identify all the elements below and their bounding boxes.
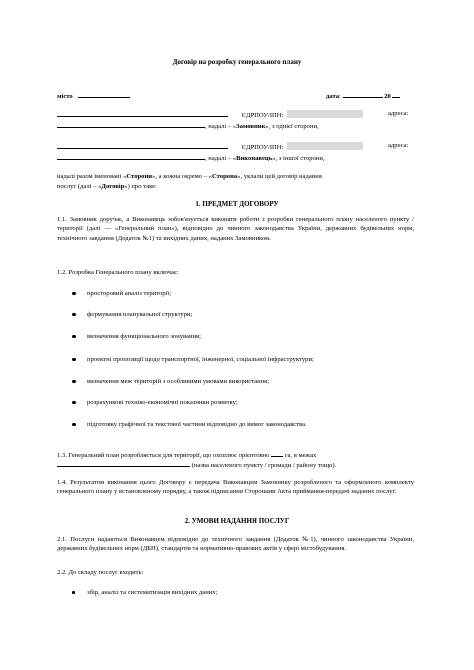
contractor-side: », з іншої сторони, — [272, 155, 325, 162]
preamble-contract: Договір — [101, 183, 125, 190]
customer-address-field[interactable] — [57, 120, 205, 128]
clause-1-3-text-a: 1.3. Генеральний план розробляється для території, що охоплює орієнтовно — [57, 452, 270, 459]
customer-address-label: адреса: — [388, 110, 409, 117]
contractor-code-field[interactable] — [287, 142, 363, 150]
contractor-name-field[interactable] — [57, 141, 228, 149]
clause-2-2: 2.2. До складу послуг входить: — [57, 569, 144, 576]
bullet-icon — [72, 380, 76, 384]
customer-line-2 — [57, 120, 319, 131]
bullet-icon — [72, 358, 76, 362]
preamble-text-1: надалі разом іменовані « — [57, 173, 127, 180]
customer-code-field[interactable] — [287, 110, 363, 118]
preamble-line-1 — [57, 172, 322, 181]
clause-1-3-text-c: (назва населеного пункту / громади / району тощо). — [191, 462, 337, 469]
place-line — [57, 90, 130, 101]
clause-1-3-text-b: га, в межах — [284, 452, 317, 459]
customer-code-label: ЄДРПОУ/ІПН: — [241, 112, 284, 119]
area-field[interactable] — [271, 449, 283, 457]
document-page: Договір на розробку генерального плану місто дата: 20 ЄДРПОУ/ІПН: адреса: , надалі – «Замовник», з однієї сторони, ЄДРПОУ/ІПН: адреса: , надалі – «Виконавець», з іншої сторони, надалі разом іменовані «Сторони», а кожна окремо – «Сторона», уклали цей договір надання послуг (далі – «Договір») про таке: 1. ПРЕДМЕТ ДОГОВОРУ 1.1. Замовник доручає, а Виконавець зобов'язується виконати роботи з розробки генерального плану населеного пункту / території (далі — «Генеральний план»), відповідно до чинного законодавства України, державних будівельних норм, технічного завдання (Додаток №1) та вихідних даних, наданих Замовником. 1.2. Розробка Генерального плану включає: просторовий аналіз території; формування планувальної структури; визначення функціонального зонування; проектні пропозиції щодо транспортної, інженерної, соціальної інфраструктури; визначення меж територій з особливими умовами використання; розрахункові техніко-економічні показники розвитку; підготовку графічної та текстової частини відповідно до вимог законодавства. 1.3. Генеральний план розробляється для території, що охоплює орієнтовно га, в межах (назва населеного пункту / громади / району тощо). 1.4. Результатом виконання цього Договору є передача Виконавцем Замовнику розробленого та оформленого комплекту генерального плану у встановленому порядку, а також підписання Сторонами Акта приймання-передачі наданих послуг. 2. УМОВИ НАДАННЯ ПОСЛУГ 2.1. Послуги надаються Виконавцем відповідно до технічного завдання (Додаток №1), чинного законодавства України, державних будівельних норм (ДБН), стандартів та нормативно-правових актів у сфері містобудування. 2.2. До складу послуг входить: збір, аналіз та систематизація вихідних даних; — [0, 0, 474, 670]
preamble-text-4: послуг (далі – « — [57, 183, 102, 190]
preamble-text-3: », уклали цей договір надання — [237, 173, 322, 180]
customer-name-field[interactable] — [57, 109, 228, 117]
clause-1-2: 1.2. Розробка Генерального плану включає: — [57, 269, 179, 276]
year-suffix-field[interactable] — [392, 90, 400, 98]
customer-side: », з однієї сторони, — [265, 123, 319, 130]
document-title: Договір на розробку генерального плану — [172, 58, 302, 66]
bullet-icon — [72, 401, 76, 405]
clause-2-1: 2.1. Послуги надаються Виконавцем відповідно до технічного завдання (Додаток №1), чинного законодавства України, державних будівельних норм (ДБН), стандартів та нормативно-правових актів у сфері містобудування. — [57, 536, 414, 553]
clause-1-1: 1.1. Замовник доручає, а Виконавець зобов'язується виконати роботи з розробки генерального плану населеного пункту / території (далі — «Генеральний план»), відповідно до чинного законодавства України, державних будівельних норм, технічного завдання (Додаток №1) та вихідних даних, наданих Замовником. — [57, 216, 414, 242]
contractor-code-label: ЄДРПОУ/ІПН: — [241, 144, 284, 151]
place-field[interactable] — [78, 90, 130, 98]
clause-1-4: 1.4. Результатом виконання цього Договору є передача Виконавцем Замовнику розробленого та оформленого комплекту генерального плану у встановленому порядку, а також підписання Сторонами Акта приймання-передачі наданих послуг. — [57, 479, 414, 496]
locality-field[interactable] — [57, 459, 190, 467]
date-label: дата — [326, 93, 340, 100]
preamble-text-5: ») про таке: — [124, 183, 157, 190]
bullet-icon — [72, 313, 76, 317]
preamble-side: Сторона — [211, 173, 238, 180]
bullet-icon — [72, 423, 76, 427]
date-line: дата: 20 — [326, 90, 400, 101]
customer-line-1 — [57, 109, 363, 120]
preamble-text-2: », а кожна окремо – « — [152, 173, 212, 180]
clause-1-3-line-2 — [57, 459, 336, 470]
date-field[interactable] — [343, 90, 383, 98]
customer-role: Замовник — [236, 123, 266, 130]
customer-hereinafter: , надалі – « — [205, 123, 237, 130]
place-label: місто — [57, 93, 73, 100]
contractor-line-2 — [57, 152, 325, 163]
contractor-address-label: адреса: — [388, 142, 409, 149]
section-2-heading: 2. УМОВИ НАДАННЯ ПОСЛУГ — [184, 517, 290, 525]
preamble-line-2 — [57, 182, 157, 191]
contractor-role: Виконавець — [236, 155, 273, 162]
bullet-icon — [72, 591, 75, 594]
section-1-heading: 1. ПРЕДМЕТ ДОГОВОРУ — [195, 200, 279, 208]
bullet-icon — [72, 292, 76, 296]
preamble-sides: Сторони — [126, 173, 153, 180]
contractor-line-1 — [57, 141, 363, 152]
contractor-hereinafter: , надалі – « — [205, 155, 237, 162]
contractor-address-field[interactable] — [57, 152, 205, 160]
date-year: 20 — [384, 93, 391, 100]
bullet-icon — [72, 335, 76, 339]
